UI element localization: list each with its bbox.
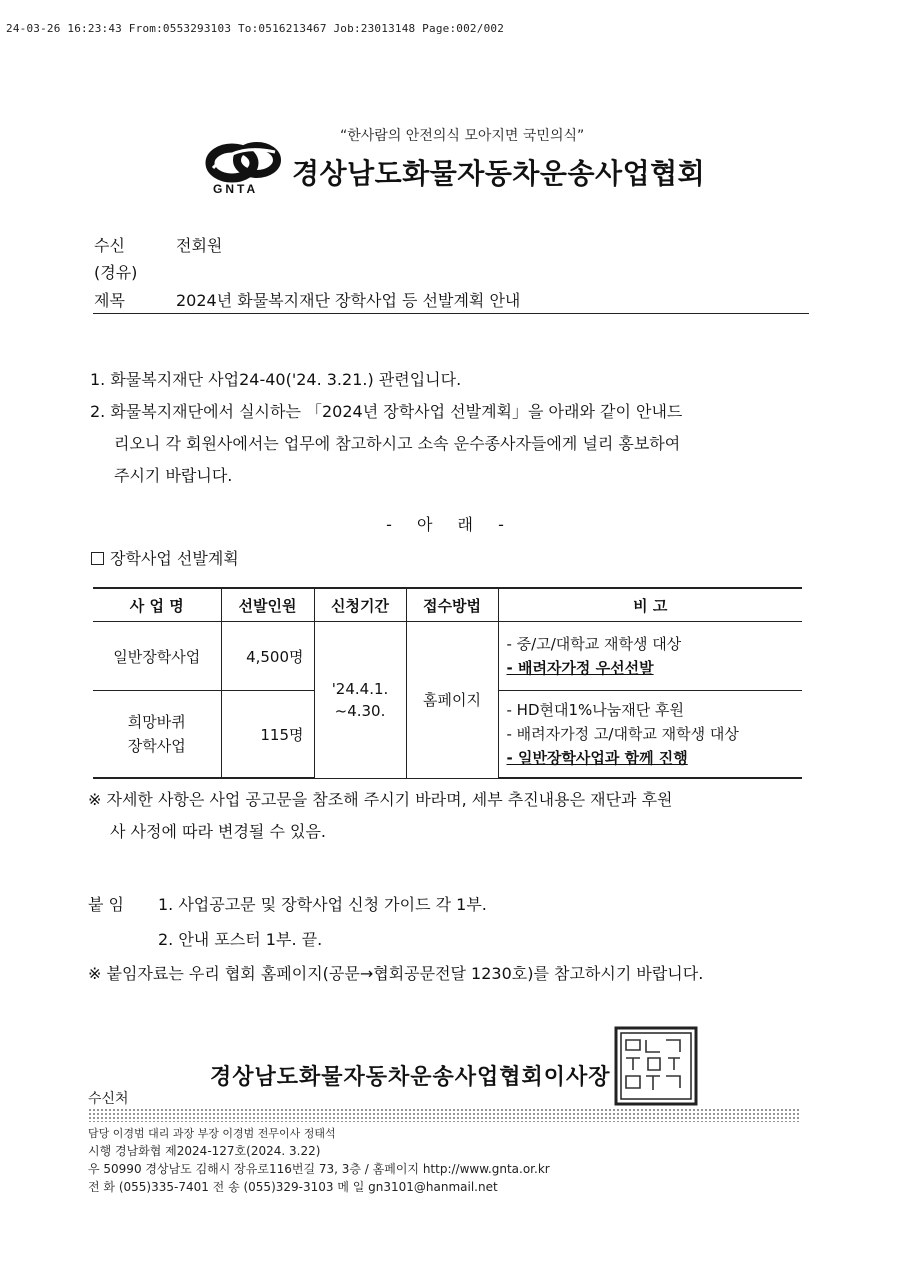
cell-count: 4,500명: [221, 622, 314, 691]
approval-line: 담당 이경범 대리 과장 부장 이경범 전무이사 정태석: [88, 1127, 336, 1140]
paragraph-2-line-1: 2. 화물복지재단에서 실시하는 「2024년 장학사업 선발계획」을 아래와 같이 안내드: [90, 402, 683, 421]
col-header-period: 신청기간: [314, 588, 406, 622]
period-end: ~4.30.: [334, 701, 386, 720]
scholarship-table: [93, 587, 802, 779]
paragraph-1: 1. 화물복지재단 사업24-40('24. 3.21.) 관련입니다.: [90, 370, 462, 389]
paragraph-2-line-2: 리오니 각 회원사에서는 업무에 참고하시고 소속 운수종사자들에게 널리 홍보하여: [114, 434, 681, 453]
slogan: “한사람의 안전의식 모아지면 국민의식”: [340, 128, 585, 144]
recipients-label: 수신처: [88, 1091, 129, 1107]
cell-count: 115명: [221, 691, 314, 779]
section-heading: [91, 546, 239, 569]
remark-line: - 배려자가정 고/대학교 재학생 대상: [506, 725, 739, 743]
cell-remark: [498, 691, 802, 779]
logo-text: GNTA: [213, 182, 259, 196]
note: [88, 784, 818, 848]
remark-line-underlined: - 일반장학사업과 함께 진행: [506, 749, 688, 767]
attachment-note: ※ 붙임자료는 우리 협회 홈페이지(공문→협회공문전달 1230호)를 참고하시기 바랍니다.: [88, 964, 704, 983]
col-header-remark: 비 고: [498, 588, 802, 622]
doc-number: 시행 경남화협 제2024-127호(2024. 3.22): [88, 1144, 321, 1158]
contact: 전 화 (055)335-7401 전 송 (055)329-3103 메 일 gn3101@hanmail.net: [88, 1180, 498, 1194]
checkbox-square-icon: [91, 552, 104, 565]
official-seal-icon: [614, 1026, 698, 1106]
subject-value: 2024년 화물복지재단 장학사업 등 선발계획 안내: [176, 291, 521, 310]
cell-method: 홈페이지: [406, 622, 498, 779]
remark-line-underlined: - 배려자가정 우선선발: [506, 659, 654, 677]
section-title: 장학사업 선발계획: [110, 549, 239, 568]
fax-header: 24-03-26 16:23:43 From:0553293103 To:0516213467 Job:23013148 Page:002/002: [6, 22, 505, 35]
period-start: '24.4.1.: [331, 679, 389, 698]
via-label: (경유): [94, 263, 138, 282]
address: 우 50990 경상남도 김해시 장유로116번길 73, 3층 / 홈페이지 http://www.gnta.or.kr: [88, 1162, 550, 1176]
attachment-label: 붙 임: [88, 895, 124, 914]
recipient-label: 수신: [94, 236, 125, 255]
below-marker: - 아 래 -: [386, 515, 514, 534]
cell-period: [314, 622, 406, 779]
note-line-1: ※ 자세한 사항은 사업 공고문을 참조해 주시기 바라며, 세부 추진내용은 재단과 후원: [88, 790, 673, 809]
table-header-row: [93, 588, 802, 622]
divider-dotted: [88, 1108, 800, 1122]
recipient-value: 전회원: [176, 236, 223, 255]
remark-line: - HD현대1%나눔재단 후원: [506, 701, 684, 719]
name-line-1: 희망바퀴: [127, 713, 186, 731]
table-row: [93, 622, 802, 691]
col-header-method: 접수방법: [406, 588, 498, 622]
org-name: 경상남도화물자동차운송사업협회: [292, 157, 706, 190]
cell-name: [93, 691, 221, 779]
signature: 경상남도화물자동차운송사업협회이사장: [210, 1065, 611, 1090]
paragraph-2-line-3: 주시기 바랍니다.: [114, 466, 233, 485]
remark-line: - 중/고/대학교 재학생 대상: [506, 635, 682, 653]
attachment-item-2: 2. 안내 포스터 1부. 끝.: [158, 930, 323, 949]
cell-remark: [498, 622, 802, 691]
col-header-name: 사 업 명: [93, 588, 221, 622]
col-header-count: 선발인원: [221, 588, 314, 622]
cell-name: 일반장학사업: [93, 622, 221, 691]
attachment-item-1: 1. 사업공고문 및 장학사업 신청 가이드 각 1부.: [158, 895, 487, 914]
subject-label: 제목: [94, 291, 125, 310]
body-paragraphs: [90, 364, 810, 492]
header-rule: [93, 313, 809, 314]
note-line-2: 사 사정에 따라 변경될 수 있음.: [110, 822, 326, 841]
name-line-2: 장학사업: [127, 737, 186, 755]
